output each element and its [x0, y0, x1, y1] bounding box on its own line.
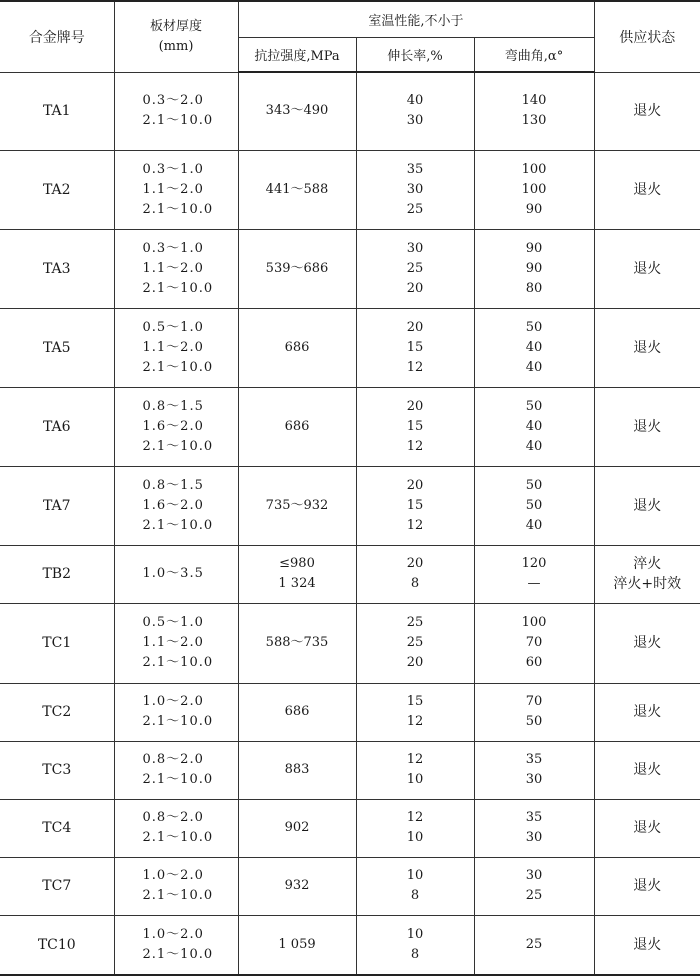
cell-elongation-line: 30 [357, 180, 474, 200]
cell-thickness [114, 545, 238, 603]
cell-elongation-line: 20 [357, 476, 474, 496]
cell-thickness-line: 0.8～2.0 [143, 808, 238, 828]
cell-tensile-line: 441～588 [239, 180, 356, 200]
cell-thickness-line: 0.3～1.0 [143, 160, 238, 180]
cell-tensile-line: 932 [239, 876, 356, 896]
cell-bend-line: 70 [475, 692, 594, 712]
cell-bend-line: 40 [475, 417, 594, 437]
cell-bend-line: 50 [475, 496, 594, 516]
cell-tensile-line: 883 [239, 760, 356, 780]
cell-thickness-line: 2.1～10.0 [143, 358, 238, 378]
cell-thickness-line: 2.1～10.0 [143, 653, 238, 673]
table-body [0, 72, 700, 975]
cell-thickness-line: 1.0～2.0 [143, 925, 238, 945]
cell-tensile [238, 308, 356, 387]
cell-elongation [356, 857, 474, 915]
table-row [0, 857, 700, 915]
header-thickness-title: 板材厚度 [115, 17, 238, 37]
cell-elongation-line: 25 [357, 259, 474, 279]
cell-bend-line: 120 [475, 554, 594, 574]
cell-alloy: TC1 [0, 603, 114, 683]
cell-bend [474, 387, 594, 466]
cell-bend-line: 30 [475, 828, 594, 848]
cell-tensile-line: ≤980 [239, 554, 356, 574]
cell-bend-line: 25 [475, 935, 594, 955]
cell-thickness [114, 857, 238, 915]
table-row [0, 683, 700, 741]
cell-elongation-line: 10 [357, 925, 474, 945]
cell-thickness-line: 1.0～2.0 [143, 692, 238, 712]
cell-alloy: TC10 [0, 915, 114, 975]
cell-state-line: 退火 [595, 935, 700, 955]
cell-tensile [238, 72, 356, 150]
cell-bend-line: 100 [475, 160, 594, 180]
cell-elongation [356, 799, 474, 857]
cell-thickness-line: 0.5～1.0 [143, 318, 238, 338]
table-row [0, 799, 700, 857]
cell-state-line: 退火 [595, 259, 700, 279]
cell-elongation-line: 10 [357, 828, 474, 848]
cell-thickness [114, 387, 238, 466]
cell-state-line: 退火 [595, 101, 700, 121]
cell-elongation-line: 20 [357, 279, 474, 299]
cell-bend-line: 50 [475, 318, 594, 338]
cell-bend-line: 35 [475, 808, 594, 828]
cell-elongation-line: 15 [357, 338, 474, 358]
cell-thickness-line: 1.0～2.0 [143, 866, 238, 886]
cell-thickness [114, 229, 238, 308]
cell-thickness-line: 0.5～1.0 [143, 613, 238, 633]
cell-tensile [238, 150, 356, 229]
cell-thickness-line: 2.1～10.0 [143, 886, 238, 906]
cell-elongation-line: 15 [357, 692, 474, 712]
header-bend: 弯曲角,α° [474, 37, 594, 72]
cell-tensile-line: 686 [239, 338, 356, 358]
cell-thickness [114, 150, 238, 229]
cell-state [594, 603, 700, 683]
cell-state-line: 退火 [595, 760, 700, 780]
table-row [0, 915, 700, 975]
cell-thickness-line: 1.1～2.0 [143, 633, 238, 653]
cell-elongation [356, 741, 474, 799]
table-row [0, 603, 700, 683]
cell-alloy: TA5 [0, 308, 114, 387]
cell-state-line: 退火 [595, 702, 700, 722]
cell-thickness-line: 1.6～2.0 [143, 496, 238, 516]
cell-bend-line: 30 [475, 770, 594, 790]
cell-bend-line: 90 [475, 200, 594, 220]
header-tensile: 抗拉强度,MPa [238, 37, 356, 72]
cell-elongation-line: 15 [357, 417, 474, 437]
cell-elongation-line: 12 [357, 516, 474, 536]
cell-thickness [114, 683, 238, 741]
table-row [0, 308, 700, 387]
cell-thickness-line: 2.1～10.0 [143, 437, 238, 457]
cell-alloy: TC4 [0, 799, 114, 857]
table-row [0, 229, 700, 308]
cell-thickness-line: 2.1～10.0 [143, 770, 238, 790]
cell-bend-line: 40 [475, 358, 594, 378]
cell-bend [474, 857, 594, 915]
cell-state-line: 退火 [595, 818, 700, 838]
table-row [0, 387, 700, 466]
cell-thickness [114, 72, 238, 150]
cell-state-line: 退火 [595, 633, 700, 653]
cell-tensile-line: 343～490 [239, 101, 356, 121]
cell-elongation-line: 12 [357, 750, 474, 770]
header-alloy: 合金牌号 [0, 1, 114, 72]
cell-thickness-line: 0.8～1.5 [143, 476, 238, 496]
cell-elongation-line: 30 [357, 111, 474, 131]
cell-state [594, 466, 700, 545]
cell-thickness-line: 0.3～1.0 [143, 239, 238, 259]
cell-bend-line: 25 [475, 886, 594, 906]
cell-thickness-line: 1.0～3.5 [143, 564, 238, 584]
cell-bend-line: 50 [475, 476, 594, 496]
cell-elongation-line: 20 [357, 653, 474, 673]
cell-alloy: TC7 [0, 857, 114, 915]
cell-state-line: 退火 [595, 876, 700, 896]
cell-elongation [356, 229, 474, 308]
cell-elongation-line: 12 [357, 358, 474, 378]
cell-bend [474, 466, 594, 545]
cell-elongation [356, 603, 474, 683]
cell-bend-line: 50 [475, 397, 594, 417]
cell-tensile [238, 799, 356, 857]
cell-bend-line: 100 [475, 613, 594, 633]
cell-thickness-line: 2.1～10.0 [143, 712, 238, 732]
cell-thickness [114, 915, 238, 975]
cell-thickness-line: 2.1～10.0 [143, 828, 238, 848]
cell-alloy: TA1 [0, 72, 114, 150]
cell-tensile-line: 1 059 [239, 935, 356, 955]
cell-tensile [238, 387, 356, 466]
cell-state [594, 915, 700, 975]
cell-tensile [238, 683, 356, 741]
cell-thickness [114, 603, 238, 683]
cell-alloy: TA7 [0, 466, 114, 545]
cell-thickness-line: 1.1～2.0 [143, 180, 238, 200]
cell-bend-line: 80 [475, 279, 594, 299]
cell-alloy: TA2 [0, 150, 114, 229]
cell-thickness-line: 0.8～1.5 [143, 397, 238, 417]
cell-elongation-line: 25 [357, 633, 474, 653]
cell-state [594, 387, 700, 466]
cell-elongation-line: 20 [357, 318, 474, 338]
cell-thickness [114, 466, 238, 545]
cell-bend [474, 799, 594, 857]
cell-bend-line: 140 [475, 91, 594, 111]
cell-state [594, 799, 700, 857]
cell-elongation [356, 466, 474, 545]
cell-thickness-line: 0.8～2.0 [143, 750, 238, 770]
cell-bend-line: 60 [475, 653, 594, 673]
cell-elongation-line: 8 [357, 574, 474, 594]
cell-state [594, 308, 700, 387]
cell-thickness [114, 741, 238, 799]
cell-state-line: 淬火+时效 [595, 574, 700, 594]
cell-thickness-line: 2.1～10.0 [143, 111, 238, 131]
cell-state [594, 683, 700, 741]
cell-tensile [238, 545, 356, 603]
cell-tensile-line: 539～686 [239, 259, 356, 279]
cell-bend [474, 915, 594, 975]
cell-state-line: 退火 [595, 180, 700, 200]
cell-alloy: TC2 [0, 683, 114, 741]
cell-bend-line: 100 [475, 180, 594, 200]
cell-state [594, 229, 700, 308]
cell-bend-line: 40 [475, 338, 594, 358]
cell-tensile-line: 902 [239, 818, 356, 838]
cell-elongation-line: 25 [357, 200, 474, 220]
header-elongation: 伸长率,% [356, 37, 474, 72]
cell-alloy: TC3 [0, 741, 114, 799]
cell-state [594, 150, 700, 229]
cell-bend [474, 741, 594, 799]
cell-bend-line: 40 [475, 437, 594, 457]
cell-bend-line: 30 [475, 866, 594, 886]
cell-bend [474, 545, 594, 603]
cell-state [594, 741, 700, 799]
cell-tensile-line: 1 324 [239, 574, 356, 594]
cell-elongation-line: 10 [357, 866, 474, 886]
table-row [0, 72, 700, 150]
header-thickness [114, 1, 238, 72]
cell-elongation-line: 30 [357, 239, 474, 259]
header-room-temp: 室温性能,不小于 [238, 1, 594, 37]
table-row [0, 466, 700, 545]
cell-state-line: 退火 [595, 417, 700, 437]
cell-elongation [356, 683, 474, 741]
cell-bend [474, 308, 594, 387]
cell-bend-line: 90 [475, 239, 594, 259]
cell-alloy: TA3 [0, 229, 114, 308]
cell-elongation-line: 10 [357, 770, 474, 790]
cell-elongation [356, 308, 474, 387]
cell-elongation-line: 12 [357, 808, 474, 828]
cell-elongation-line: 12 [357, 437, 474, 457]
cell-tensile [238, 603, 356, 683]
cell-bend [474, 229, 594, 308]
table-row [0, 741, 700, 799]
table-row [0, 545, 700, 603]
cell-elongation-line: 8 [357, 886, 474, 906]
cell-elongation-line: 20 [357, 397, 474, 417]
cell-elongation [356, 545, 474, 603]
cell-elongation-line: 25 [357, 613, 474, 633]
cell-tensile-line: 735～932 [239, 496, 356, 516]
cell-state-line: 退火 [595, 338, 700, 358]
cell-bend-line: 130 [475, 111, 594, 131]
cell-bend [474, 603, 594, 683]
cell-thickness-line: 2.1～10.0 [143, 945, 238, 965]
cell-thickness-line: 0.3～2.0 [143, 91, 238, 111]
cell-thickness-line: 2.1～10.0 [143, 200, 238, 220]
cell-elongation [356, 915, 474, 975]
header-supply: 供应状态 [594, 1, 700, 72]
cell-tensile-line: 686 [239, 702, 356, 722]
cell-elongation-line: 15 [357, 496, 474, 516]
cell-bend-line: 50 [475, 712, 594, 732]
cell-thickness-line: 2.1～10.0 [143, 279, 238, 299]
cell-thickness-line: 1.1～2.0 [143, 338, 238, 358]
cell-elongation-line: 8 [357, 945, 474, 965]
cell-tensile [238, 915, 356, 975]
cell-tensile [238, 857, 356, 915]
cell-bend-line: 40 [475, 516, 594, 536]
cell-state [594, 72, 700, 150]
cell-state-line: 淬火 [595, 554, 700, 574]
cell-tensile [238, 466, 356, 545]
cell-state-line: 退火 [595, 496, 700, 516]
cell-thickness [114, 308, 238, 387]
cell-elongation-line: 40 [357, 91, 474, 111]
cell-alloy: TA6 [0, 387, 114, 466]
cell-elongation-line: 35 [357, 160, 474, 180]
cell-bend-line: 90 [475, 259, 594, 279]
cell-bend-line: 70 [475, 633, 594, 653]
cell-tensile-line: 686 [239, 417, 356, 437]
cell-elongation-line: 20 [357, 554, 474, 574]
cell-thickness-line: 1.6～2.0 [143, 417, 238, 437]
cell-state [594, 545, 700, 603]
cell-thickness-line: 1.1～2.0 [143, 259, 238, 279]
cell-elongation [356, 150, 474, 229]
cell-bend [474, 683, 594, 741]
table-row [0, 150, 700, 229]
cell-elongation-line: 12 [357, 712, 474, 732]
cell-elongation [356, 387, 474, 466]
cell-tensile [238, 741, 356, 799]
cell-bend [474, 72, 594, 150]
header-thickness-unit: (mm) [115, 37, 238, 57]
cell-thickness-line: 2.1～10.0 [143, 516, 238, 536]
cell-thickness [114, 799, 238, 857]
cell-elongation [356, 72, 474, 150]
cell-tensile [238, 229, 356, 308]
cell-alloy: TB2 [0, 545, 114, 603]
cell-state [594, 857, 700, 915]
cell-bend [474, 150, 594, 229]
cell-tensile-line: 588～735 [239, 633, 356, 653]
cell-bend-line: — [475, 574, 594, 594]
cell-bend-line: 35 [475, 750, 594, 770]
